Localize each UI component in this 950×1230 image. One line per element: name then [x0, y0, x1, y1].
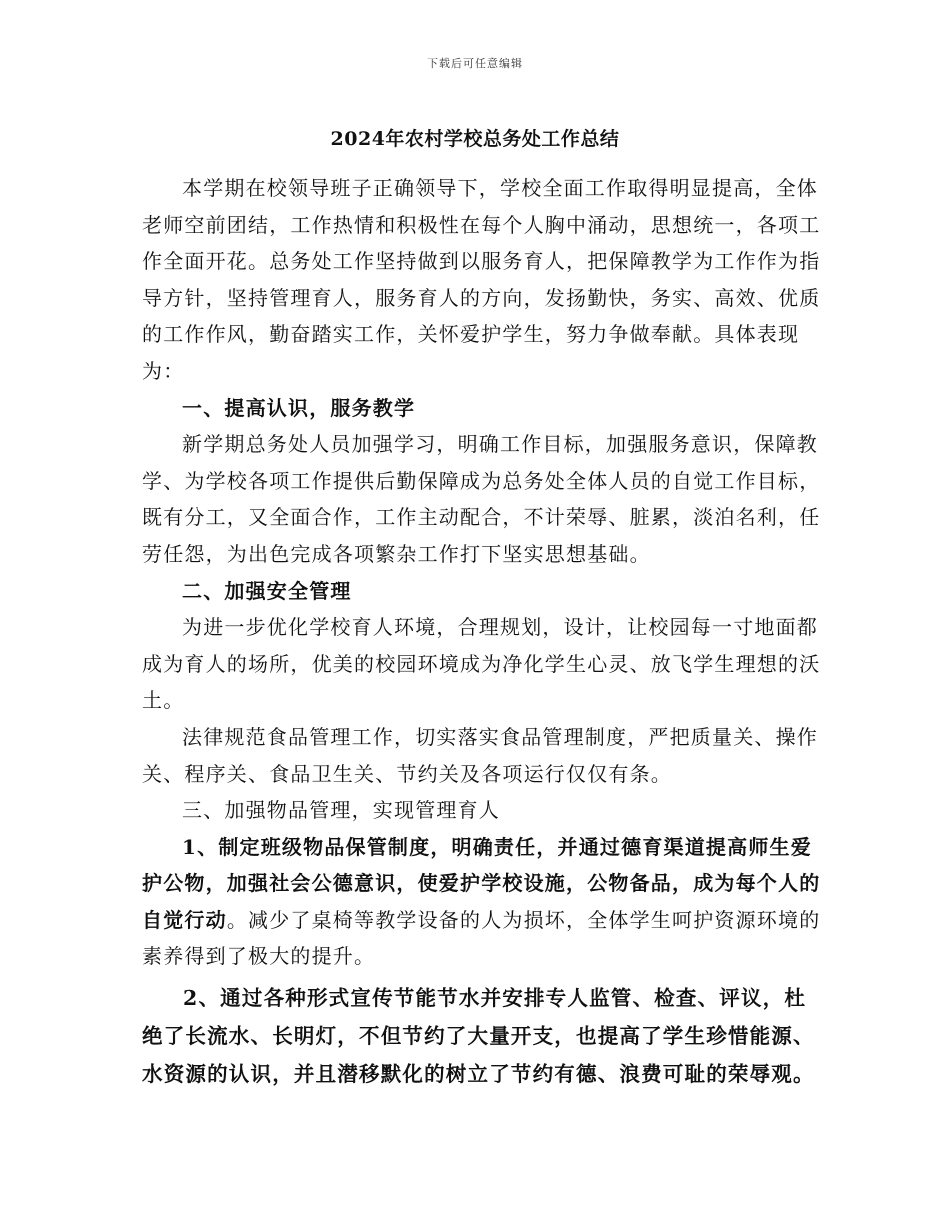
section3-item-2: 2、通过各种形式宣传节能节水并安排专人监管、检查、评议，杜绝了长流水、长明灯，不但节约了大量开支，也提高了学生珍惜能源、水资源的认识，并且潜移默化的树立了节约有德、浪费可耻的荣辱观。 [142, 986, 815, 1087]
section3-item-1 [142, 829, 822, 975]
section2-heading: 二、加强安全管理 [182, 578, 352, 603]
section2-paragraph-1: 为进一步优化学校育人环境，合理规划，设计，让校园每一寸地面都成为育人的场所，优美的校园环境成为净化学生心灵、放飞学生理想的沃土。 [142, 615, 821, 713]
section2-paragraph-2: 法律规范食品管理工作，切实落实食品管理制度，严把质量关、操作关、程序关、食品卫生关、节约关及各项运行仅仅有条。 [142, 724, 818, 786]
document-body [142, 170, 822, 1093]
header-note: 下载后可任意编辑 [427, 57, 523, 70]
document-title: 2024年农村学校总务处工作总结 [330, 128, 620, 150]
section3-heading: 三、加强物品管理，实现管理育人 [182, 798, 500, 823]
section1-heading: 一、提高认识，服务教学 [182, 395, 416, 420]
intro-paragraph: 本学期在校领导班子正确领导下，学校全面工作取得明显提高，全体老师空前团结，工作热情和积极性在每个人胸中涌动，思想统一，各项工作全面开花。总务处工作坚持做到以服务育人，把保障教学为工作作为指导方针，坚持管理育人，服务育人的方向，发扬勤快，务实、高效、优质的工作作风，勤奋踏实工作，关怀爱护学生，努力争做奉献。具体表现为： [142, 176, 821, 383]
section3-item-1-bold: 1、制定班级物品保管制度，明确责任，并通过德育渠道提高师生爱护公物，加强社会公德意识，使爱护学校设施，公物备品，成为每个人的自觉行动 [142, 834, 821, 932]
section1-paragraph: 新学期总务处人员加强学习，明确工作目标，加强服务意识，保障教学、为学校各项工作提供后勤保障成为总务处全体人员的自觉工作目标，既有分工，又全面合作，工作主动配合，不计荣辱、脏累，淡泊名利，任劳任怨，为出色完成各项繁杂工作打下坚实思想基础。 [142, 432, 821, 566]
section3-item-1-rest: 。减少了桌椅等教学设备的人为损坏，全体学生呵护资源环境的素养得到了极大的提升。 [142, 907, 821, 969]
